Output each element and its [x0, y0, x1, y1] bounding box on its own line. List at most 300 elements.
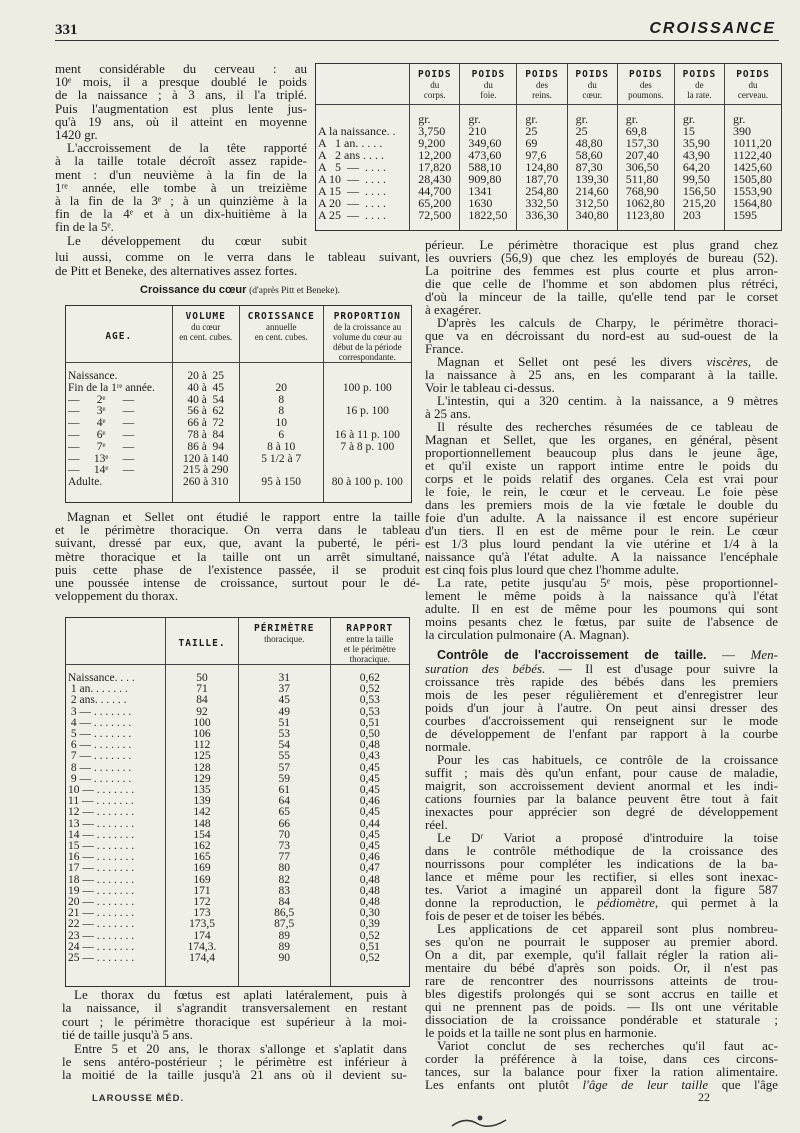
- table-cell: 169: [166, 863, 239, 874]
- table-row: [66, 863, 409, 874]
- table-cell: 100: [166, 718, 239, 729]
- table-cell: 51: [238, 718, 330, 729]
- text-line: Voir le tableau ci-dessus.: [425, 380, 555, 395]
- text-line: mètre thoracique et la taille ont un arrêt simultané,: [55, 548, 420, 564]
- text-line: proportionnellement beaucoup plus dans le jeune âge,: [425, 445, 778, 460]
- text-line: L'intestin, qui a 320 centim. à la naissance, a 9 mètres: [437, 393, 778, 408]
- column-header: [330, 618, 409, 665]
- paragraph: [55, 62, 307, 141]
- table-cell: — 2ᵉ —: [68, 393, 135, 406]
- table-cell: 214,60: [567, 185, 617, 197]
- paragraph: [425, 576, 778, 641]
- table-cell: 49: [238, 707, 330, 718]
- text-line: On a dit, par exemple, qu'il fallait régler la ration ali-: [425, 947, 778, 962]
- header-caption: POIDS: [629, 69, 663, 80]
- text-run: , de: [747, 354, 778, 369]
- text-run: Les enfants ont plutôt: [425, 1077, 583, 1092]
- text-line: dans le contrôle méthodique de la croissance des: [425, 843, 778, 858]
- table-cell: 129: [166, 774, 239, 785]
- text-line: normale.: [425, 739, 471, 754]
- table-cell: 203: [674, 209, 724, 230]
- table-cell: 171: [166, 886, 239, 897]
- table-cell: gr.: [410, 105, 460, 126]
- table-cell: 1 an. . . . . . .: [68, 683, 128, 696]
- text-line: Entre 5 et 20 ans, le thorax s'allonge et s'aplatit dans: [74, 1040, 407, 1056]
- header-subtitle: entre la taille et le périmètre thoracique.: [343, 634, 396, 664]
- table-cell: 128: [166, 763, 239, 774]
- table-cell: 511,80: [617, 173, 674, 185]
- table-cell: 64,20: [674, 161, 724, 173]
- text-line: [425, 648, 778, 662]
- column-header: [617, 64, 674, 105]
- table-cell: 100 p. 100: [323, 383, 411, 395]
- italic-text: Men-: [750, 647, 779, 662]
- text-line: le foie, le rein, le cœur et le cerveau. Le foie pèse: [425, 484, 778, 499]
- height-chest-table: [65, 617, 410, 987]
- table-cell: gr.: [567, 105, 617, 126]
- table-cell: 174,4: [166, 953, 239, 986]
- table-cell: 11 — . . . . . . .: [68, 795, 134, 808]
- table-cell: 3 — . . . . . . .: [68, 705, 132, 718]
- text-right-column: [425, 238, 778, 1091]
- table-cell: 0,48: [330, 740, 409, 751]
- table-cell: 0,62: [330, 665, 409, 685]
- table-cell: gr.: [674, 105, 724, 126]
- table-cell: 89: [238, 931, 330, 942]
- column-header: [323, 306, 411, 363]
- table-cell: Naissance. . . .: [68, 672, 135, 684]
- text-line: de développement de l'enfant par rapport à la courbe: [425, 726, 778, 741]
- table-cell: 1553,90: [725, 185, 781, 197]
- heart-growth-table: [65, 305, 412, 503]
- text-line: la moitié de la taille jusqu'à 21 ans où il devient su-: [62, 1067, 407, 1083]
- table-cell: [239, 363, 323, 383]
- table-cell: 306,50: [617, 161, 674, 173]
- column-header: [166, 618, 239, 665]
- text-line: 1ʳᵉ année, elle tombe à un treizième: [55, 179, 307, 195]
- table-cell: 8: [239, 406, 323, 418]
- text-line: est cinq fois plus lourd que chez l'homme adulte.: [425, 562, 679, 577]
- table-row: [66, 665, 409, 685]
- table-cell: 20: [239, 383, 323, 395]
- table-cell: 0,50: [330, 729, 409, 740]
- text-line: suivant, dressé par eux, que, avant la puberté, le péri-: [55, 535, 420, 551]
- table-cell: 0,45: [330, 763, 409, 774]
- table-cell: 56 à 62: [172, 406, 239, 418]
- table-cell: 87,5: [238, 919, 330, 930]
- table-row: [66, 751, 409, 762]
- table-cell: 173,5: [166, 919, 239, 930]
- table-cell: A 20 — . . . .: [318, 196, 387, 210]
- header-rule: [55, 40, 779, 41]
- table-cell: 78 à 84: [172, 430, 239, 442]
- text-line: France.: [425, 341, 464, 356]
- table-cell: — 7ᵉ —: [68, 440, 135, 453]
- text-line: die que celle de l'homme et son abdomen plus rétréci,: [425, 276, 778, 291]
- paragraph: [425, 238, 778, 316]
- text-line: mois de les peser régulièrement et d'enregistrer leur: [425, 687, 778, 702]
- text-line: lance et même pour les rectifier, si elles sont inexac-: [425, 869, 778, 884]
- header-caption: POIDS: [575, 69, 609, 80]
- paragraph: [425, 1039, 778, 1091]
- text-magnan: [55, 510, 420, 602]
- column-header: [725, 64, 781, 105]
- table-cell: 5 1/2 à 7: [239, 454, 323, 466]
- table-cell: 40 à 45: [172, 383, 239, 395]
- table-cell: 28,430: [410, 173, 460, 185]
- header-caption: POIDS: [417, 69, 452, 80]
- table-cell: 0,44: [330, 819, 409, 830]
- text-line: périeur. Le périmètre thoracique est plus grand chez: [425, 237, 778, 252]
- table-cell: 7 — . . . . . . .: [68, 750, 132, 763]
- table-cell: 0,47: [330, 863, 409, 874]
- text-line: foie d'un adulte. A la naissance il est encore supérieur: [425, 510, 778, 525]
- table-cell: gr.: [617, 105, 674, 126]
- table-cell: 112: [166, 740, 239, 751]
- text-line: de la naissance ; à 3 ans, il l'a triplé.: [55, 87, 307, 103]
- table-cell: A 2 ans . . . .: [318, 148, 384, 162]
- table-cell: 66: [238, 819, 330, 830]
- text-line: maigrit, son accroissement devient anormal et les indi-: [425, 778, 778, 793]
- header-subtitle: du cerveau.: [737, 80, 769, 100]
- table-cell: A 25 — . . . .: [318, 208, 387, 222]
- table-cell: 16 p. 100: [323, 406, 411, 418]
- text-line: les ouvriers (56,9) que chez les employés de bureau (52).: [425, 250, 778, 265]
- table-cell: 125: [166, 751, 239, 762]
- table-cell: 1123,80: [617, 209, 674, 230]
- column-header: [674, 64, 724, 105]
- text-line: 10ᵉ mois, il a presque doublé le poids: [55, 74, 307, 90]
- page-number: 331: [55, 22, 78, 38]
- table-row: [66, 953, 409, 986]
- paragraph: [425, 648, 778, 753]
- text-line: naissance qu'à l'état adulte. A la naissance l'encéphale: [425, 549, 778, 564]
- table-cell: 1595: [725, 209, 781, 230]
- text-line: est 1/3 plus lourd pendant la vie utérine et 1/4 à la: [425, 536, 778, 551]
- table-cell: 173: [166, 908, 239, 919]
- text-line: poids d'un jour à l'autre. On peut ainsi dresser des: [425, 700, 778, 715]
- table-cell: 12 — . . . . . . .: [68, 806, 135, 819]
- table-cell: 0,45: [330, 841, 409, 852]
- table-cell: [323, 454, 411, 466]
- text-line: dans les premiers mois de la vie fœtale le double du: [425, 497, 778, 512]
- text-line: La poitrine des femmes est plus courte et plus arron-: [425, 263, 778, 278]
- table-cell: 86,5: [238, 908, 330, 919]
- table-row: [66, 695, 409, 706]
- italic-text: pédiomètre: [597, 895, 656, 910]
- table-cell: 97,6: [517, 149, 567, 161]
- text-line: ses qu'on ne pourrait le supposer au premier abord.: [425, 934, 778, 949]
- table-cell: 20 — . . . . . . .: [68, 896, 135, 909]
- header-subtitle: des reins.: [532, 80, 552, 100]
- text-line: rare de rencontrer des nourrissons atteints de trou-: [425, 973, 778, 988]
- text-line: corps et le poids relatif des organes. Cela est vrai pour: [425, 471, 778, 486]
- table-cell: 16 — . . . . . . .: [68, 851, 135, 864]
- text-line: inexactes pour apprécier son degré de développement: [425, 804, 778, 819]
- table-cell: 21 — . . . . . . .: [68, 907, 135, 920]
- italic-text: viscères: [706, 354, 748, 369]
- table-cell: 65: [238, 807, 330, 818]
- table-cell: 71: [166, 684, 239, 695]
- table-cell: A 5 — . . . .: [318, 160, 387, 174]
- table-cell: 1122,40: [725, 149, 781, 161]
- table-cell: 25: [517, 125, 567, 137]
- table-cell: 35,90: [674, 137, 724, 149]
- text-line: adulte. Il en est de même pour les poumons qui sont: [425, 601, 778, 616]
- table-cell: 66 à 72: [172, 418, 239, 430]
- table-cell: 0,51: [330, 942, 409, 953]
- text-line: puis cette phase de l'existence passée, il se produit: [55, 561, 420, 577]
- column-header: [66, 306, 172, 363]
- table-cell: 10 — . . . . . . .: [68, 784, 135, 797]
- text-line: Puis l'augmentation est plus lente jus-: [55, 100, 307, 116]
- text-line: qui ne prennent pas de poids. — Ils ont une véritable: [425, 999, 778, 1014]
- text-line: croissance très rapide des bébés dans les premiers: [425, 674, 778, 689]
- table-cell: 99,50: [674, 173, 724, 185]
- text-line: courbes d'accroissement qui renseignent sur le mode: [425, 713, 778, 728]
- table-cell: 89: [238, 942, 330, 953]
- table-cell: 1505,80: [725, 173, 781, 185]
- table-cell: 6 — . . . . . . .: [68, 739, 132, 752]
- text-line: Magnan et Sellet, que les organes, en général, pèsent: [425, 432, 778, 447]
- text-run: donne la reproduction, le: [425, 895, 598, 910]
- italic-text: suration des bébés.: [425, 661, 546, 676]
- table-cell: 50: [166, 665, 239, 685]
- table-cell: 25: [567, 125, 617, 137]
- header-subtitle: des poumons.: [628, 80, 664, 100]
- heart-table-caption: [70, 284, 410, 296]
- table-cell: 31: [238, 665, 330, 685]
- header-caption: VOLUME: [185, 311, 226, 322]
- table-cell: 44,700: [410, 185, 460, 197]
- table-cell: 20 à 25: [172, 363, 239, 383]
- text-top-left-narrow: [55, 62, 307, 247]
- text-line: 1420 gr.: [55, 127, 98, 143]
- table-cell: 1011,20: [725, 137, 781, 149]
- table-cell: 19 — . . . . . . .: [68, 884, 135, 897]
- column-header: [238, 618, 330, 665]
- table-cell: 82: [238, 875, 330, 886]
- table-row: [316, 125, 781, 137]
- running-title: CROISSANCE: [649, 20, 776, 37]
- table-cell: 69,8: [617, 125, 674, 137]
- table-cell: 8 à 10: [239, 442, 323, 454]
- table-cell: 349,60: [460, 137, 517, 149]
- table-cell: 473,60: [460, 149, 517, 161]
- table-cell: 207,40: [617, 149, 674, 161]
- fleuron-ornament-icon: [450, 1112, 510, 1130]
- table-cell: 22 — . . . . . . .: [68, 918, 135, 931]
- text-line: L'accroissement de la tête rapporté: [67, 140, 307, 156]
- table-cell: 174,3.: [166, 942, 239, 953]
- table-cell: 53: [238, 729, 330, 740]
- footer-signature-number: 22: [698, 1090, 710, 1104]
- text-line: la naissance, il s'agrandit transversalement en restant: [62, 1000, 407, 1016]
- table-cell: 80: [238, 863, 330, 874]
- table-cell: 254,80: [517, 185, 567, 197]
- table-cell: 3,750: [410, 125, 460, 137]
- table-cell: 1425,60: [725, 161, 781, 173]
- table-cell: 15: [674, 125, 724, 137]
- table-cell: 40 à 54: [172, 395, 239, 407]
- text-line: Le Dʳ Variot a proposé d'introduire la toise: [437, 830, 778, 845]
- table-cell: — 14ᵉ —: [68, 464, 135, 477]
- text-run: — Il est d'usage pour suivre la: [545, 661, 778, 676]
- paragraph: [55, 141, 307, 233]
- text-line: moins pesants chez le fœtus, par suite de l'absence de: [425, 614, 778, 629]
- table-cell: 8: [239, 395, 323, 407]
- table-cell: 0,48: [330, 875, 409, 886]
- text-run: , qui permet à la: [655, 895, 778, 910]
- header-subtitle: du corps.: [423, 80, 446, 100]
- text-run: —: [706, 647, 751, 662]
- table-cell: 390: [725, 125, 781, 137]
- paragraph: [55, 250, 420, 277]
- text-line: le sens antéro-postérieur ; le périmètre est inférieur à: [62, 1054, 407, 1070]
- text-line: une poussée intense de croissance, surtout pour le dé-: [55, 575, 420, 591]
- table-cell: 58,60: [567, 149, 617, 161]
- table-cell: 588,10: [460, 161, 517, 173]
- table-cell: 2 ans. . . . . .: [68, 694, 127, 707]
- table-cell: 9,200: [410, 137, 460, 149]
- text-line: fin de la 4ᵉ et à un dix-huitième à la: [55, 206, 307, 222]
- text-line: ment considérable du cerveau : au: [55, 61, 307, 76]
- table-cell: 13 — . . . . . . .: [68, 817, 135, 830]
- table-cell: 73: [238, 841, 330, 852]
- column-header: [567, 64, 617, 105]
- table-cell: 4 — . . . . . . .: [68, 716, 132, 729]
- table-cell: 69: [517, 137, 567, 149]
- header-subtitle: annuelle en cent. cubes.: [254, 322, 308, 342]
- table-cell: 45: [238, 695, 330, 706]
- header-caption: POIDS: [525, 69, 559, 80]
- text-line: qu'à 19 ans, où il atteint en moyenne: [55, 113, 307, 129]
- header-caption: PÉRIMÈTRE: [253, 623, 315, 634]
- text-line: corder la préférence à la toise, dans ces circons-: [425, 1051, 778, 1066]
- table-cell: 1564,80: [725, 197, 781, 209]
- table-cell: 25 — . . . . . . .: [68, 952, 135, 965]
- text-line: le poids et la taille ne sont plus en harmonie.: [425, 1025, 657, 1040]
- table-cell: 92: [166, 707, 239, 718]
- text-run: que l'âge: [708, 1077, 779, 1092]
- table-cell: 1822,50: [460, 209, 517, 230]
- table-cell: 120 à 140: [172, 454, 239, 466]
- table-cell: — 4ᵉ —: [68, 417, 135, 430]
- text-line: tances, sur la balance pour fixer la ration alimentaire.: [425, 1064, 778, 1079]
- table-cell: gr.: [725, 105, 781, 126]
- text-line: fois de peser et de toiser les bébés.: [425, 908, 605, 923]
- text-line: Variot conclut de ses recherches qu'il faut ac-: [437, 1038, 778, 1053]
- table-cell: 139: [166, 796, 239, 807]
- table-cell: 0,52: [330, 684, 409, 695]
- table-cell: gr.: [460, 105, 517, 126]
- table-cell: 86 à 94: [172, 442, 239, 454]
- table-cell: 215 à 290: [172, 465, 239, 477]
- paragraph: [62, 988, 407, 1042]
- table-cell: 312,50: [567, 197, 617, 209]
- text-line: veloppement du thorax.: [55, 588, 179, 604]
- table-cell: — 6ᵉ —: [68, 428, 135, 441]
- header-subtitle: du foie.: [480, 80, 497, 100]
- table-row: [66, 807, 409, 818]
- table-cell: 0,45: [330, 830, 409, 841]
- text-line: nourrissons pour compléter les indications de la ba-: [425, 856, 778, 871]
- text-line: d'où la minceur de la taille, qu'elle tend par le corset: [425, 289, 778, 304]
- header-caption: CROISSANCE: [247, 311, 315, 322]
- header-subtitle: du cœur en cent. cubes.: [179, 322, 233, 342]
- column-header: [172, 306, 239, 363]
- table-cell: 61: [238, 785, 330, 796]
- table-cell: 10: [239, 418, 323, 430]
- header-subtitle: de la rate.: [687, 80, 712, 100]
- table-cell: 0,46: [330, 852, 409, 863]
- table-cell: — 13ᵉ —: [68, 452, 135, 465]
- header-caption: RAPPORT: [346, 623, 394, 634]
- table-cell: 0,52: [330, 931, 409, 942]
- table-cell: 340,80: [567, 209, 617, 230]
- table-cell: Naissance.: [68, 370, 118, 382]
- table-cell: 174: [166, 931, 239, 942]
- header-subtitle: de la croissance au volume du cœur au début de la période correspondante.: [332, 322, 402, 362]
- table-cell: 43,90: [674, 149, 724, 161]
- organ-weights-table: [315, 63, 782, 231]
- table-cell: A 1 an. . . . .: [318, 136, 383, 150]
- table-cell: 17 — . . . . . . .: [68, 862, 135, 875]
- text-line: [425, 1078, 778, 1091]
- text-line: que va en décroissant du nord-est au sud-ouest de la: [425, 328, 778, 343]
- table-cell: 48,80: [567, 137, 617, 149]
- table-cell: 187,70: [517, 173, 567, 185]
- table-cell: 165: [166, 852, 239, 863]
- table-cell: 768,90: [617, 185, 674, 197]
- text-line: Il résulte des recherches résumées de ce tableau de: [437, 419, 778, 434]
- table-cell: 156,50: [674, 185, 724, 197]
- table-cell: 0,53: [330, 695, 409, 706]
- table-cell: 215,20: [674, 197, 724, 209]
- table-cell: 23 — . . . . . . .: [68, 929, 135, 942]
- italic-text: l'âge de leur taille: [582, 1077, 709, 1092]
- table-cell: Adulte.: [68, 476, 103, 489]
- text-run: Magnan et Sellet ont pesé les divers: [437, 354, 707, 369]
- column-header: [410, 64, 460, 105]
- text-line: à la fin de la 3ᵉ ; à un quinzième à la: [55, 193, 307, 209]
- table-cell: 139,30: [567, 173, 617, 185]
- header-caption: POIDS: [736, 69, 770, 80]
- header-subtitle: du cœur.: [582, 80, 603, 100]
- table-cell: 1630: [460, 197, 517, 209]
- text-line: Magnan et Sellet ont étudié le rapport entre la taille: [67, 509, 420, 524]
- paragraph: [425, 922, 778, 1039]
- text-line: à exagérer.: [425, 302, 482, 317]
- table-cell: 90: [238, 953, 330, 986]
- table-row: [316, 209, 781, 230]
- header-subtitle: thoracique.: [264, 634, 305, 644]
- text-line: ment : d'un neuvième à la fin de la: [55, 166, 307, 182]
- text-line: réel.: [425, 817, 448, 832]
- column-header: [517, 64, 567, 105]
- table-cell: 0,53: [330, 707, 409, 718]
- table-cell: 162: [166, 841, 239, 852]
- table-cell: 135: [166, 785, 239, 796]
- table-row: [66, 383, 411, 395]
- text-line: fin de la 5ᵉ.: [55, 219, 114, 235]
- table-cell: 210: [460, 125, 517, 137]
- table-cell: 17,820: [410, 161, 460, 173]
- table-cell: 64: [238, 796, 330, 807]
- table-cell: 0,43: [330, 751, 409, 762]
- paragraph: [425, 355, 778, 394]
- table-cell: 57: [238, 763, 330, 774]
